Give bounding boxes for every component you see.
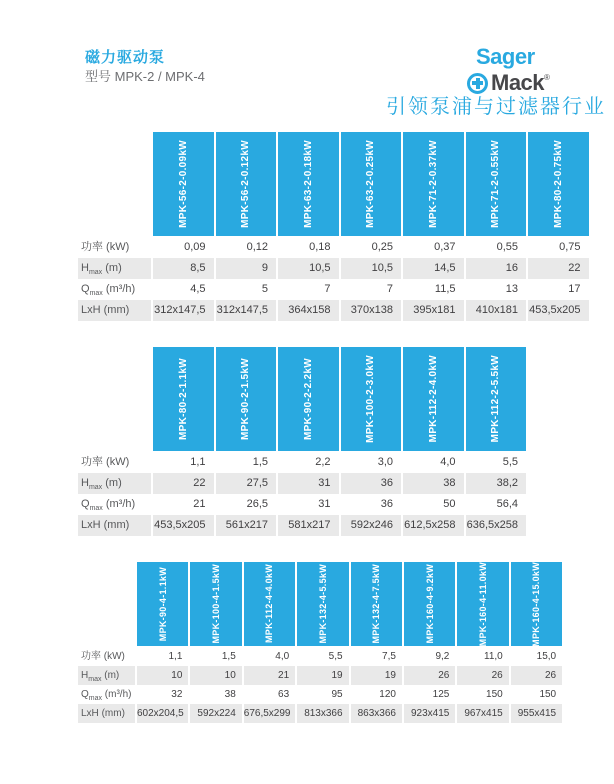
model-column-header — [466, 347, 527, 451]
spec-row — [78, 666, 562, 685]
spec-value: 9,2 — [435, 651, 450, 662]
model-column-header — [466, 132, 527, 236]
spec-value: 453,5x205 — [153, 515, 214, 536]
spec-value: 5 — [261, 283, 268, 295]
spec-row — [78, 237, 589, 258]
page-subtitle: 型号 MPK-2 / MPK-4 — [85, 69, 205, 84]
model-column-header — [511, 562, 562, 646]
model-header-row — [78, 347, 526, 451]
spec-value: 14,5 — [403, 258, 464, 279]
model-label: MPK-71-2-0.37kW — [427, 140, 439, 228]
spec-row — [78, 473, 526, 494]
model-label: MPK-112-2-5.5kW — [490, 355, 502, 443]
model-column-header — [190, 562, 241, 646]
model-column-header — [216, 132, 277, 236]
spec-row — [78, 279, 589, 300]
logo-word-mack: Mack — [491, 70, 545, 95]
model-label: MPK-56-2-0.09kW — [177, 140, 189, 228]
row-label: $H_{max}$ (m) — [78, 666, 135, 685]
spec-value: 31 — [318, 498, 331, 510]
spec-value: 5,5 — [502, 456, 518, 468]
spec-value: 676,5x299 — [244, 704, 295, 723]
spec-value: 967x415 — [457, 704, 508, 723]
spec-value: 592x246 — [341, 515, 402, 536]
header-spacer — [78, 347, 151, 451]
model-column-header — [137, 562, 188, 646]
spec-row — [78, 300, 589, 321]
model-label: MPK-90-4-1.1kW — [157, 566, 168, 642]
model-header-row — [78, 132, 589, 236]
spec-value: 38,2 — [466, 473, 527, 494]
spec-value: 17 — [568, 283, 581, 295]
spec-value: 150 — [539, 689, 557, 700]
spec-value: 63 — [278, 689, 290, 700]
spec-value: 561x217 — [216, 515, 277, 536]
model-header-row — [78, 562, 562, 646]
spec-value: 5,5 — [328, 651, 343, 662]
spec-value: 26,5 — [246, 498, 268, 510]
spec-value: 10 — [137, 666, 188, 685]
spec-value: 1,5 — [252, 456, 268, 468]
brand-tagline: 引领泵浦与过滤器行业 — [386, 96, 606, 118]
spec-value: 453,5x205 — [528, 300, 589, 321]
spec-row — [78, 515, 526, 536]
model-column-header — [528, 132, 589, 236]
spec-value: 36 — [341, 473, 402, 494]
spec-value: 13 — [505, 283, 518, 295]
spec-value: 95 — [331, 689, 343, 700]
spec-value: 592x224 — [190, 704, 241, 723]
spec-value: 32 — [171, 689, 183, 700]
spec-value: 16 — [466, 258, 527, 279]
spec-row — [78, 452, 526, 473]
logo-word-sager: Sager — [476, 44, 535, 69]
spec-value: 26 — [511, 666, 562, 685]
header-spacer — [78, 132, 151, 236]
model-label: MPK-56-2-0.12kW — [240, 140, 252, 228]
spec-table-3 — [78, 562, 562, 723]
spec-value: 22 — [528, 258, 589, 279]
spec-value: 1,5 — [221, 651, 236, 662]
spec-table-2 — [78, 347, 526, 536]
spec-value: 7 — [324, 283, 331, 295]
spec-value: 10,5 — [278, 258, 339, 279]
registered-mark: ® — [544, 72, 550, 82]
spec-value: 581x217 — [278, 515, 339, 536]
model-label: MPK-90-2-2.2kW — [302, 358, 314, 440]
spec-row — [78, 494, 526, 515]
page-title: 磁力驱动泵 — [85, 49, 166, 66]
spec-row — [78, 685, 562, 704]
spec-value: 26 — [457, 666, 508, 685]
model-label: MPK-160-4-9.2kW — [424, 564, 435, 644]
spec-value: 602x204,5 — [137, 704, 188, 723]
row-label: $Q_{max}$ (m³/h) — [81, 283, 136, 298]
spec-value: 36 — [380, 498, 393, 510]
model-label: MPK-112-2-4.0kW — [427, 355, 439, 443]
model-label: MPK-90-2-1.5kW — [240, 358, 252, 440]
model-label: MPK-100-4-1.5kW — [211, 564, 222, 644]
model-label: MPK-160-4-11.0kW — [478, 561, 489, 647]
model-label: MPK-112-4-4.0kW — [264, 564, 275, 644]
spec-value: 3,0 — [377, 456, 393, 468]
spec-value: 0,37 — [434, 241, 456, 253]
spec-value: 0,09 — [184, 241, 206, 253]
spec-value: 410x181 — [466, 300, 527, 321]
spec-value: 4,0 — [440, 456, 456, 468]
model-column-header — [404, 562, 455, 646]
spec-value: 22 — [153, 473, 214, 494]
brand-logo — [467, 45, 550, 96]
spec-value: 125 — [432, 689, 450, 700]
spec-value: 27,5 — [216, 473, 277, 494]
model-column-header — [403, 347, 464, 451]
spec-value: 4,0 — [275, 651, 290, 662]
row-label: 功率 (kW) — [81, 241, 130, 253]
spec-value: 19 — [297, 666, 348, 685]
row-label: LxH (mm) — [78, 704, 135, 723]
model-label: MPK-80-2-1.1kW — [177, 358, 189, 440]
model-column-header — [457, 562, 508, 646]
spec-value: 15,0 — [536, 651, 557, 662]
spec-value: 813x366 — [297, 704, 348, 723]
model-column-header — [153, 132, 214, 236]
spec-table-1 — [78, 132, 589, 321]
spec-value: 0,18 — [309, 241, 331, 253]
spec-row — [78, 704, 562, 723]
model-column-header — [278, 132, 339, 236]
row-label: 功率 (kW) — [81, 456, 130, 468]
spec-value: 38 — [403, 473, 464, 494]
spec-value: 120 — [379, 689, 396, 700]
spec-value: 50 — [443, 498, 456, 510]
spec-value: 923x415 — [404, 704, 455, 723]
spec-value: 863x366 — [351, 704, 402, 723]
spec-value: 7 — [386, 283, 393, 295]
spec-value: 38 — [224, 689, 236, 700]
spec-value: 7,5 — [382, 651, 396, 662]
model-column-header — [297, 562, 348, 646]
spec-row — [78, 258, 589, 279]
model-label: MPK-63-2-0.18kW — [302, 140, 314, 228]
model-column-header — [341, 132, 402, 236]
spec-value: 1,1 — [190, 456, 206, 468]
spec-value: 0,75 — [559, 241, 581, 253]
spec-value: 364x158 — [278, 300, 339, 321]
row-label: $H_{max}$ (m) — [78, 258, 151, 279]
model-label: MPK-80-2-0.75kW — [552, 140, 564, 228]
spec-value: 0,12 — [246, 241, 268, 253]
spec-value: 0,25 — [371, 241, 393, 253]
row-label: LxH (mm) — [78, 515, 151, 536]
spec-value: 31 — [278, 473, 339, 494]
model-label: MPK-100-2-3.0kW — [365, 355, 377, 443]
model-column-header — [153, 347, 214, 451]
header-spacer — [78, 562, 135, 646]
spec-value: 11,0 — [484, 651, 503, 662]
spec-value: 21 — [193, 498, 206, 510]
spec-value: 312x147,5 — [216, 300, 277, 321]
spec-value: 26 — [404, 666, 455, 685]
model-column-header — [341, 347, 402, 451]
spec-value: 0,55 — [496, 241, 518, 253]
row-label: $H_{max}$ (m) — [78, 473, 151, 494]
row-label: $Q_{max}$ (m³/h) — [81, 689, 132, 702]
model-column-header — [244, 562, 295, 646]
spec-value: 9 — [216, 258, 277, 279]
model-label: MPK-132-4-7.5kW — [371, 564, 382, 644]
model-label: MPK-71-2-0.55kW — [490, 140, 502, 228]
spec-row — [78, 647, 562, 666]
spec-value: 955x415 — [511, 704, 562, 723]
spec-value: 10 — [190, 666, 241, 685]
model-column-header — [403, 132, 464, 236]
spec-value: 395x181 — [403, 300, 464, 321]
spec-value: 8,5 — [153, 258, 214, 279]
spec-value: 370x138 — [341, 300, 402, 321]
spec-value: 21 — [244, 666, 295, 685]
model-label: MPK-132-4-5.5kW — [317, 564, 328, 644]
model-column-header — [351, 562, 402, 646]
spec-value: 612,5x258 — [403, 515, 464, 536]
model-label: MPK-63-2-0.25kW — [365, 140, 377, 228]
spec-value: 312x147,5 — [153, 300, 214, 321]
spec-value: 1,1 — [168, 651, 183, 662]
model-column-header — [278, 347, 339, 451]
spec-value: 56,4 — [496, 498, 518, 510]
model-column-header — [216, 347, 277, 451]
spec-value: 2,2 — [315, 456, 331, 468]
row-label: $Q_{max}$ (m³/h) — [81, 498, 136, 513]
spec-value: 636,5x258 — [466, 515, 527, 536]
row-label: LxH (mm) — [78, 300, 151, 321]
spec-value: 4,5 — [190, 283, 206, 295]
spec-value: 150 — [486, 689, 503, 700]
spec-value: 10,5 — [341, 258, 402, 279]
row-label: 功率 (kW) — [81, 651, 125, 662]
spec-value: 11,5 — [434, 283, 456, 295]
model-label: MPK-160-4-15.0kW — [531, 561, 542, 647]
spec-value: 19 — [351, 666, 402, 685]
